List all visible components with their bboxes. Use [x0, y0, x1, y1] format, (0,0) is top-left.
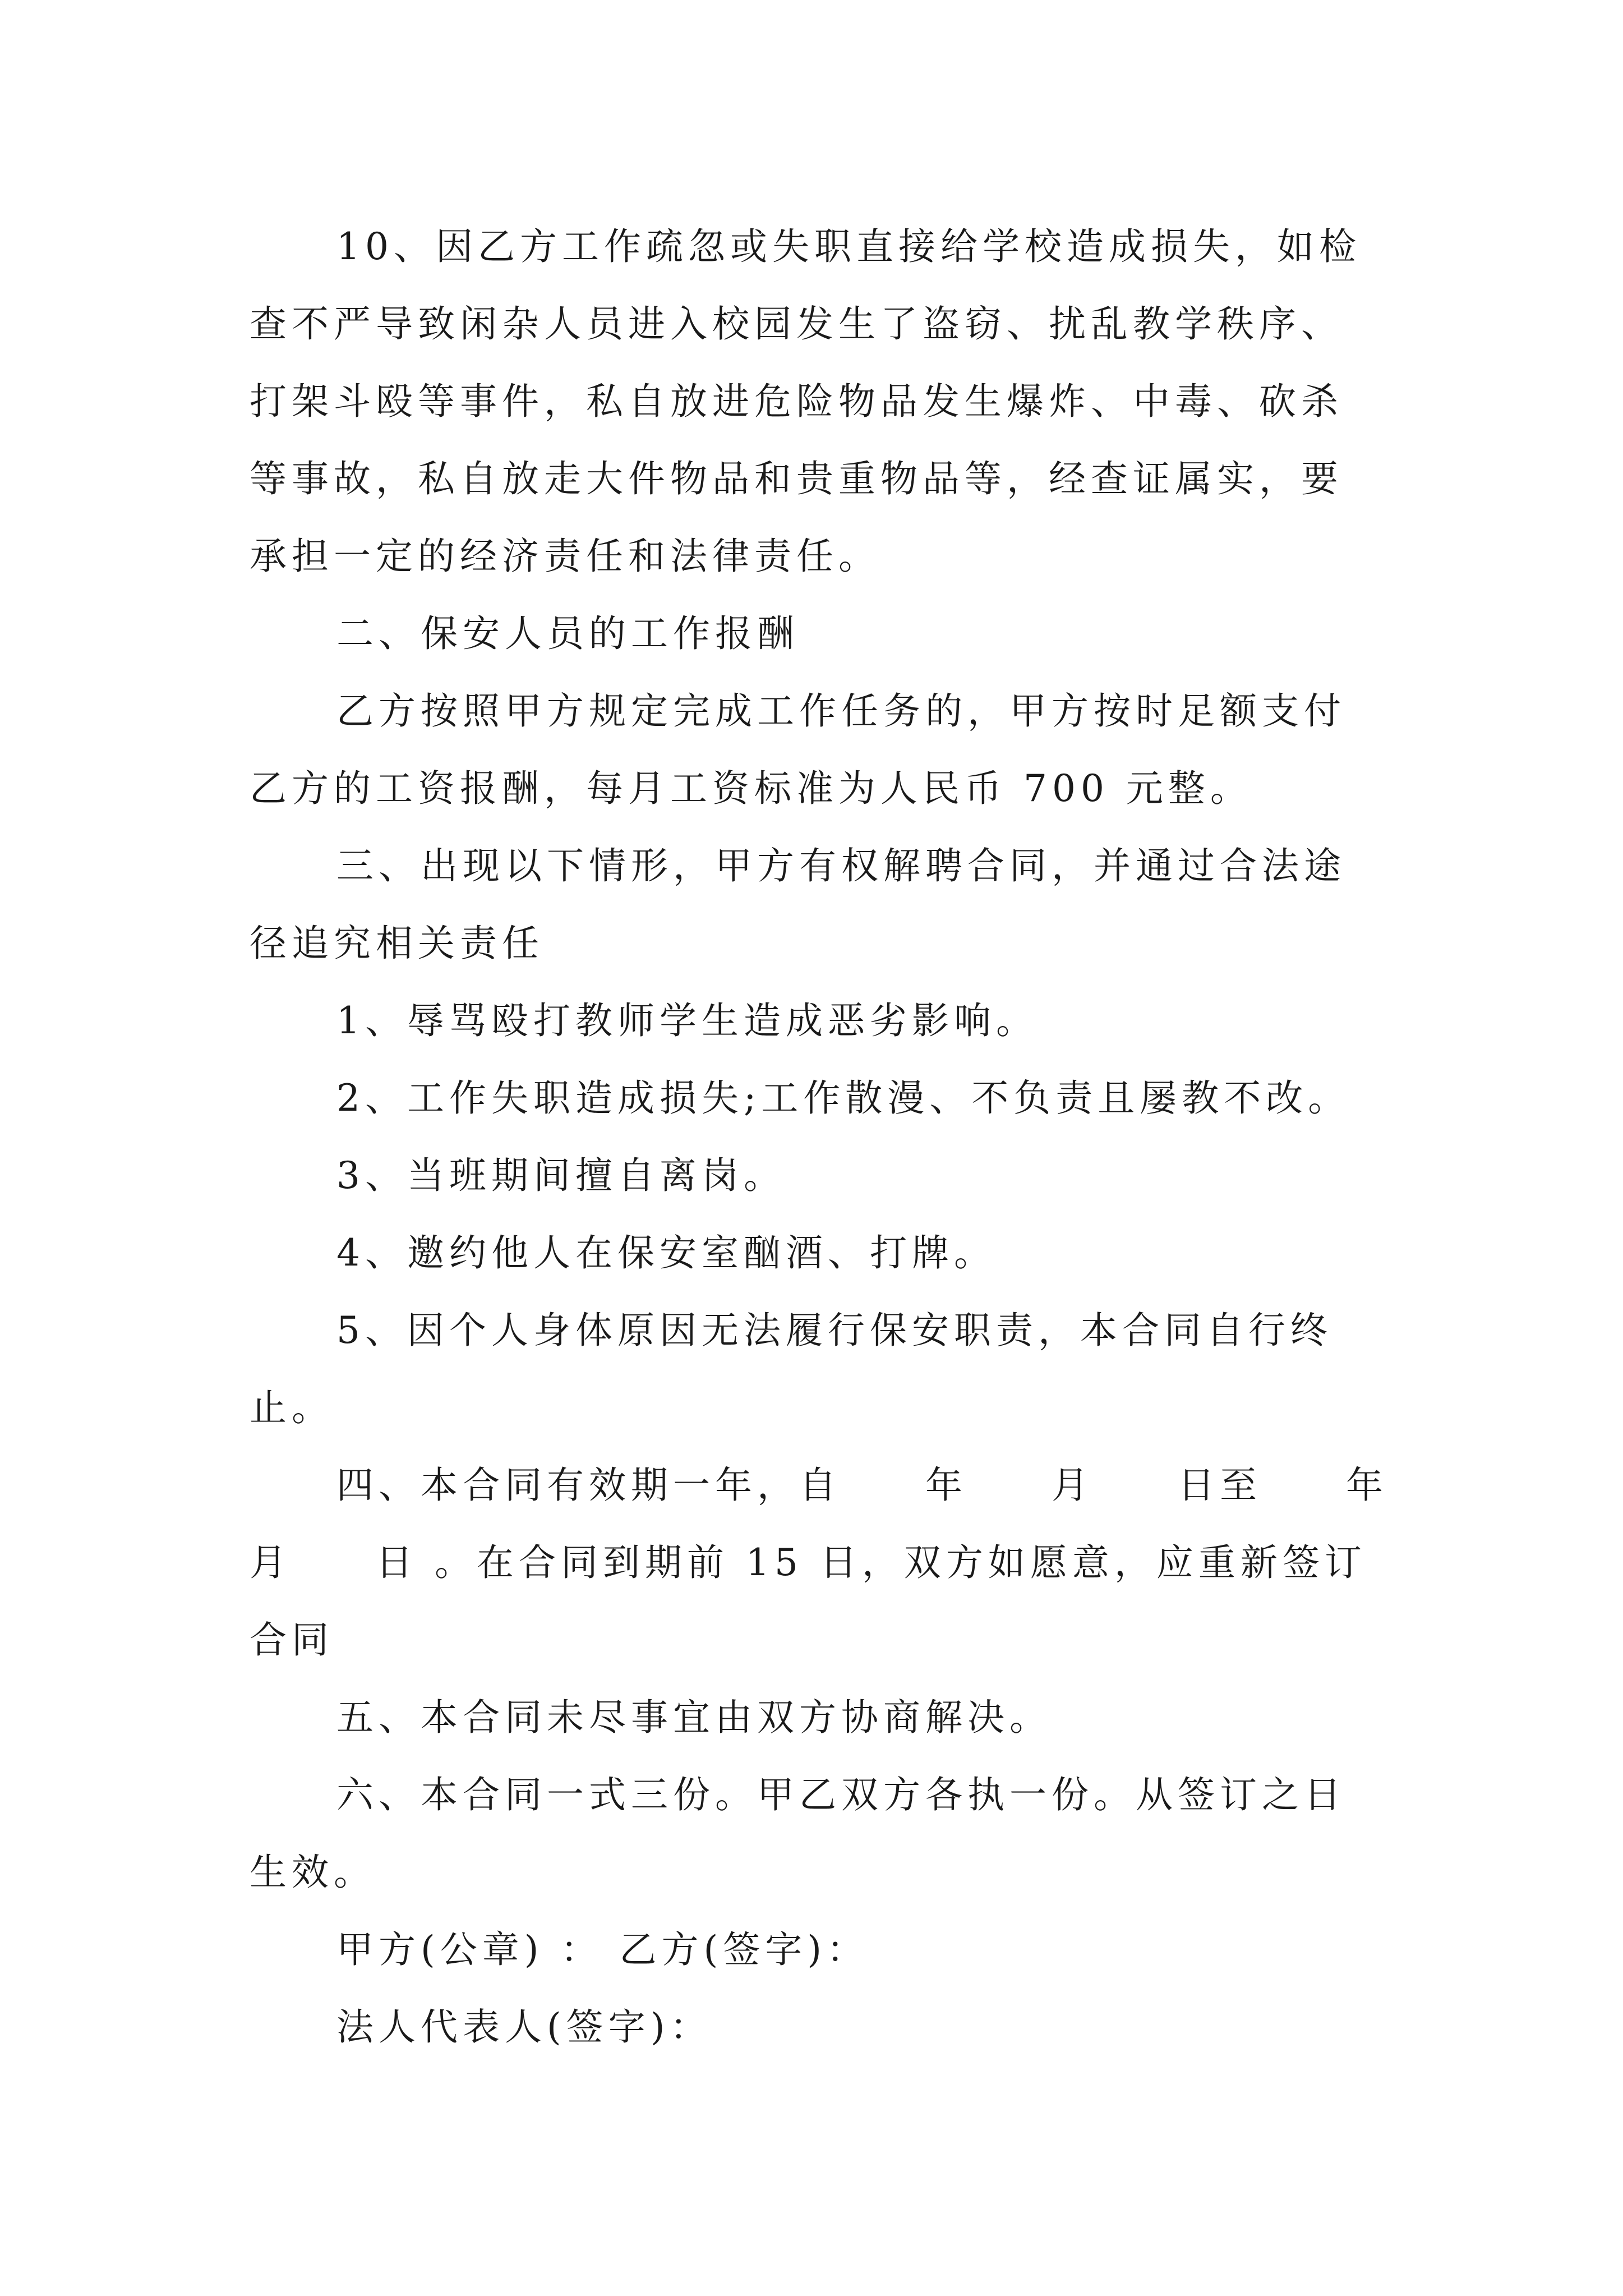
- section-3-heading-line-2: 径追究相关责任: [250, 922, 544, 965]
- section-3-item-5-line-2: 止。: [250, 1386, 334, 1429]
- clause-10-line-4: 等事故，私自放走大件物品和贵重物品等，经查证属实，要: [250, 457, 1343, 500]
- section-3-item-3: 3、当班期间擅自离岗。: [336, 1154, 786, 1197]
- clause-10-line-1: 10、因乙方工作疏忽或失职直接给学校造成损失，如检: [336, 225, 1361, 268]
- section-4-line-2: 月 日 。在合同到期前 15 日，双方如愿意，应重新签订: [250, 1541, 1367, 1584]
- section-4-line-1: 四、本合同有效期一年，自 年 月 日至 年: [336, 1464, 1388, 1507]
- legal-representative-line: 法人代表人(签字)：: [336, 2005, 712, 2049]
- section-5-line: 五、本合同未尽事宜由双方协商解决。: [336, 1696, 1052, 1739]
- section-3-item-1: 1、辱骂殴打教师学生造成恶劣影响。: [336, 999, 1038, 1042]
- section-2-heading: 二、保安人员的工作报酬: [336, 612, 799, 655]
- clause-10-line-5: 承担一定的经济责任和法律责任。: [250, 535, 880, 578]
- section-4-line-3: 合同: [250, 1618, 334, 1662]
- section-3-item-5-line-1: 5、因个人身体原因无法履行保安职责，本合同自行终: [336, 1309, 1332, 1352]
- clause-10-line-3: 打架斗殴等事件，私自放进危险物品发生爆炸、中毒、砍杀: [250, 380, 1343, 423]
- section-2-line-2: 乙方的工资报酬，每月工资标准为人民币 700 元整。: [250, 767, 1252, 810]
- clause-10-line-2: 查不严导致闲杂人员进入校园发生了盗窃、扰乱教学秩序、: [250, 302, 1343, 346]
- section-6-line-2: 生效。: [250, 1851, 376, 1894]
- section-6-line-1: 六、本合同一式三份。甲乙双方各执一份。从签订之日: [336, 1773, 1346, 1816]
- section-3-item-2: 2、工作失职造成损失;工作散漫、不负责且屡教不改。: [336, 1076, 1350, 1120]
- signature-party-line: 甲方(公章) ： 乙方(签字)：: [336, 1928, 869, 1971]
- section-3-item-4: 4、邀约他人在保安室酗酒、打牌。: [336, 1231, 996, 1274]
- section-3-heading-line-1: 三、出现以下情形，甲方有权解聘合同，并通过合法途: [336, 844, 1346, 887]
- section-2-line-1: 乙方按照甲方规定完成工作任务的，甲方按时足额支付: [336, 689, 1346, 733]
